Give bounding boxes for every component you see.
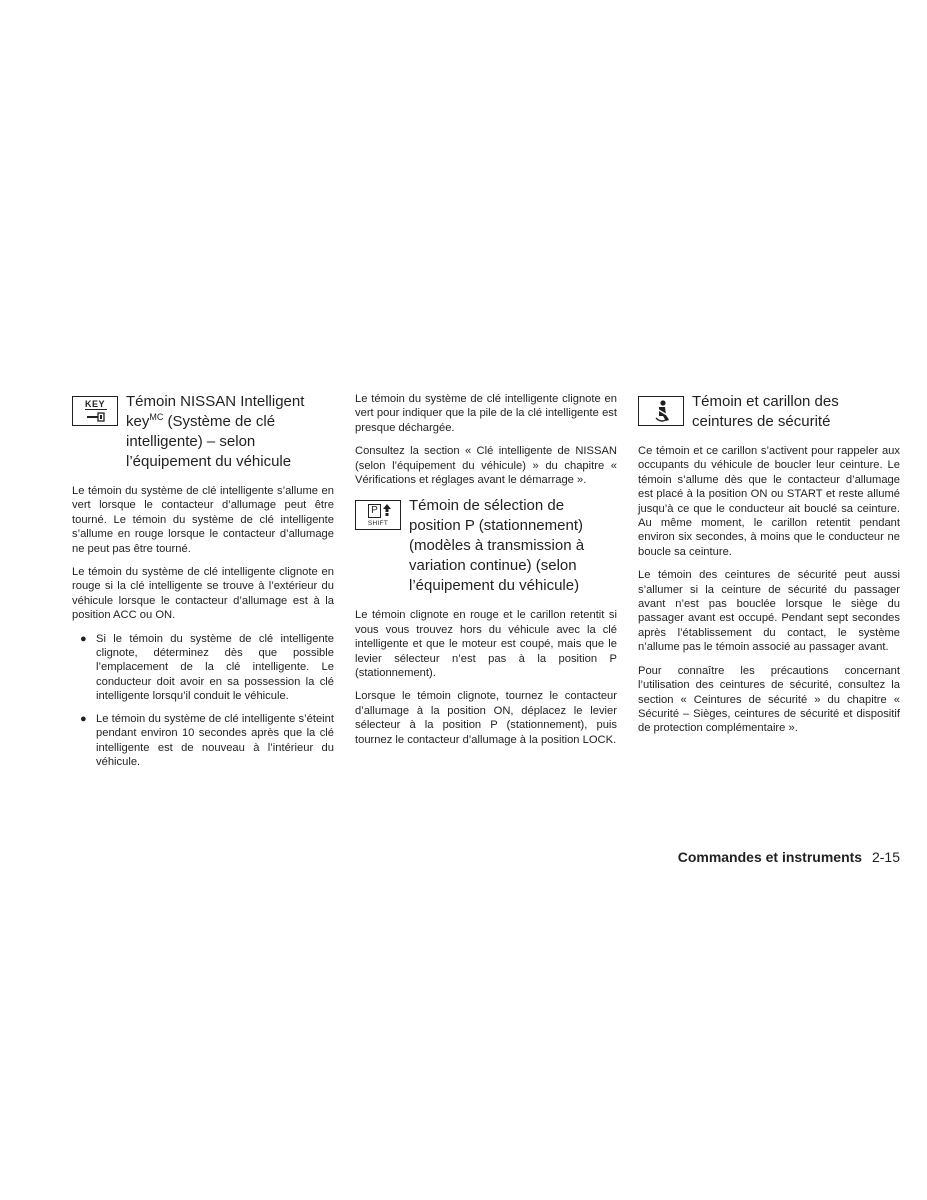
bullet-icon: ● (80, 712, 87, 725)
paragraph: Le témoin du système de clé intelligente clignote en rouge si la clé intelligente se trouve à l’extérieur du véhicule lorsque le contacteur d’allumage est à la position ACC ou ON. (72, 566, 334, 622)
page-number: 2-15 (871, 849, 900, 865)
bullet-icon: ● (80, 632, 87, 645)
seatbelt-warning-heading (638, 392, 900, 432)
column-2 (355, 392, 617, 756)
paragraph: Consultez la section « Clé intelligente de NISSAN (selon l’équipement du véhicule) » du chapitre « Vérifications et réglages avant le démarrage ». (355, 445, 617, 487)
bullet-list (72, 632, 334, 770)
section-heading: Témoin et carillon des ceintures de sécurité (692, 393, 839, 430)
p-position-warning-heading (355, 496, 617, 596)
paragraph: Lorsque le témoin clignote, tournez le contacteur d’allumage à la position ON, déplacez le levier sélecteur à la position P (stationnement), puis tournez le contacteur d’allumage à la position LOCK. (355, 690, 617, 746)
section-heading: Témoin NISSAN Intelligent key$^{MC}$ (Système de clé intelligente) – selon l’équipement du véhicule (126, 393, 305, 470)
p-shift-icon: P SHIFT (355, 500, 401, 530)
paragraph: Le témoin des ceintures de sécurité peut aussi s’allumer si la ceinture de sécurité du passager avant n’est pas bouclée lorsque le siège du passager avant est occupé. Pendant sept secondes après l’établissement du contact, le système n’allume pas le témoin associé au passager avant. (638, 569, 900, 654)
key-warning-heading (72, 392, 334, 472)
list-item: ● Si le témoin du système de clé intelligente clignote, déterminez dès que possible l’emplacement de la clé intelligente. Le conducteur doit avoir en sa possession la clé intelligente lorsqu’il conduit le véhicule. (80, 632, 334, 703)
paragraph: Le témoin du système de clé intelligente s’allume en vert lorsque le contacteur d’allumage peut être tourné. Le témoin du système de clé intelligente s’allume en rouge lorsque le contacteur d’allumage ne peut pas être tourné. (72, 485, 334, 555)
footer-section-title: Commandes et instruments (677, 849, 863, 865)
paragraph: Ce témoin et ce carillon s’activent pour rappeler aux occupants du véhicule de boucler leur ceinture. Le témoin s’allume dès que le contacteur d’allumage est placé à la position ON ou START et reste allumé jusqu’à ce que le conducteur ait bouclé sa ceinture. Au même moment, le carillon retentit pendant environ six secondes, à moins que le conducteur ne boucle sa ceinture. (638, 445, 900, 558)
paragraph: Le témoin du système de clé intelligente clignote en vert pour indiquer que la pile de la clé intelligente est presque déchargée. (355, 393, 617, 434)
column-1 (72, 392, 334, 777)
page-footer (678, 848, 900, 866)
paragraph: Le témoin clignote en rouge et le carillon retentit si vous vous trouvez hors du véhicule avec la clé intelligente et que le moteur est coupé, mais que le levier sélecteur n’est pas à la position P (stationnement). (355, 609, 617, 680)
key-icon: KEY (72, 396, 118, 426)
list-item: ● Le témoin du système de clé intelligente s’éteint pendant environ 10 secondes après que la clé intelligente est de nouveau à l’intérieur du véhicule. (80, 712, 334, 768)
column-3 (638, 392, 900, 745)
paragraph: Pour connaître les précautions concernant l’utilisation des ceintures de sécurité, consultez la section « Ceintures de sécurité » du chapitre « Sécurité – Sièges, ceintures de sécurité et dispositif de protection complémentaire ». (638, 664, 900, 735)
section-heading: Témoin de sélection de position P (stationnement) (modèles à transmission à variation continue) (selon l’équipement du véhicule) (409, 497, 585, 595)
seatbelt-icon (638, 396, 684, 426)
